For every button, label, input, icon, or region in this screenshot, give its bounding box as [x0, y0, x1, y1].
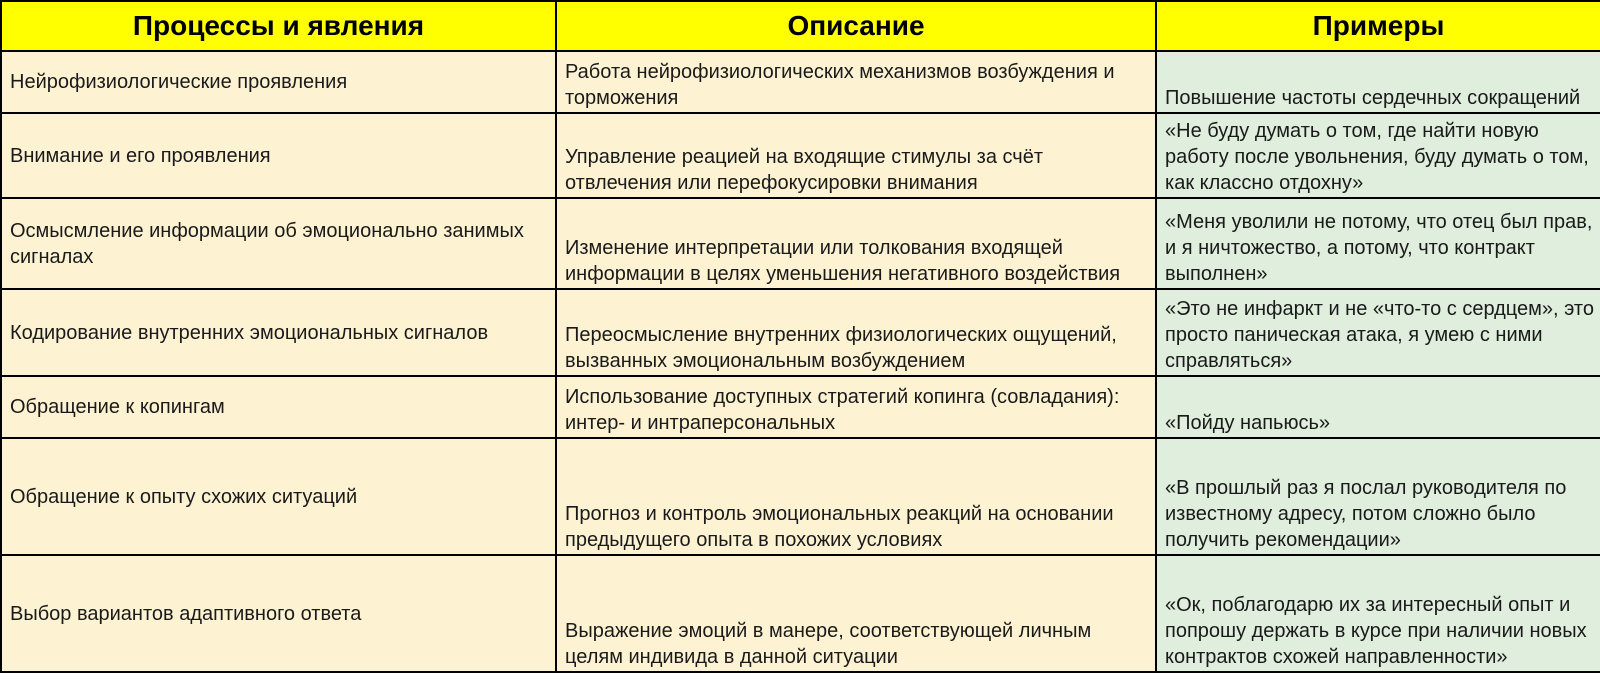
header-processes: Процессы и явления — [1, 1, 556, 51]
example-cell: «Ок, поблагодарю их за интересный опыт и попрошу держать в курсе при наличии новых контрактов схожей направленности» — [1156, 555, 1600, 672]
example-cell: «Меня уволили не потому, что отец был прав, и я ничтожество, а потому, что контракт выполнен» — [1156, 198, 1600, 289]
process-cell: Обращение к опыту схожих ситуаций — [1, 438, 556, 555]
process-cell: Осмысмление информации об эмоционально занимых сигналах — [1, 198, 556, 289]
description-cell: Работа нейрофизиологических механизмов возбуждения и торможения — [556, 51, 1156, 113]
table-row — [1, 198, 1600, 289]
example-cell: Повышение частоты сердечных сокращений — [1156, 51, 1600, 113]
example-cell: «Не буду думать о том, где найти новую работу после увольнения, буду думать о том, как классно отдохну» — [1156, 113, 1600, 198]
example-cell: «В прошлый раз я послал руководителя по известному адресу, потом сложно было получить рекомендации» — [1156, 438, 1600, 555]
table-row — [1, 438, 1600, 555]
header-examples: Примеры — [1156, 1, 1600, 51]
table-row — [1, 51, 1600, 113]
example-cell: «Это не инфаркт и не «что-то с сердцем», это просто паническая атака, я умею с ними справляться» — [1156, 289, 1600, 376]
description-cell: Переосмысление внутренних физиологических ощущений, вызванных эмоциональным возбуждением — [556, 289, 1156, 376]
process-cell: Нейрофизиологические проявления — [1, 51, 556, 113]
description-cell: Выражение эмоций в манере, соответствующей личным целям индивида в данной ситуации — [556, 555, 1156, 672]
process-cell: Внимание и его проявления — [1, 113, 556, 198]
header-row — [1, 1, 1600, 51]
table-row — [1, 376, 1600, 438]
header-description: Описание — [556, 1, 1156, 51]
table-row — [1, 289, 1600, 376]
process-cell: Кодирование внутренних эмоциональных сигналов — [1, 289, 556, 376]
process-cell: Обращение к копингам — [1, 376, 556, 438]
description-cell: Использование доступных стратегий копинга (совладания): интер- и интраперсональных — [556, 376, 1156, 438]
description-cell: Прогноз и контроль эмоциональных реакций на основании предыдущего опыта в похожих условиях — [556, 438, 1156, 555]
description-cell: Управление реацией на входящие стимулы за счёт отвлечения или перефокусировки внимания — [556, 113, 1156, 198]
process-cell: Выбор вариантов адаптивного ответа — [1, 555, 556, 672]
table-row — [1, 113, 1600, 198]
table-row — [1, 555, 1600, 672]
description-cell: Изменение интерпретации или толкования входящей информации в целях уменьшения негативного воздействия — [556, 198, 1156, 289]
example-cell: «Пойду напьюсь» — [1156, 376, 1600, 438]
